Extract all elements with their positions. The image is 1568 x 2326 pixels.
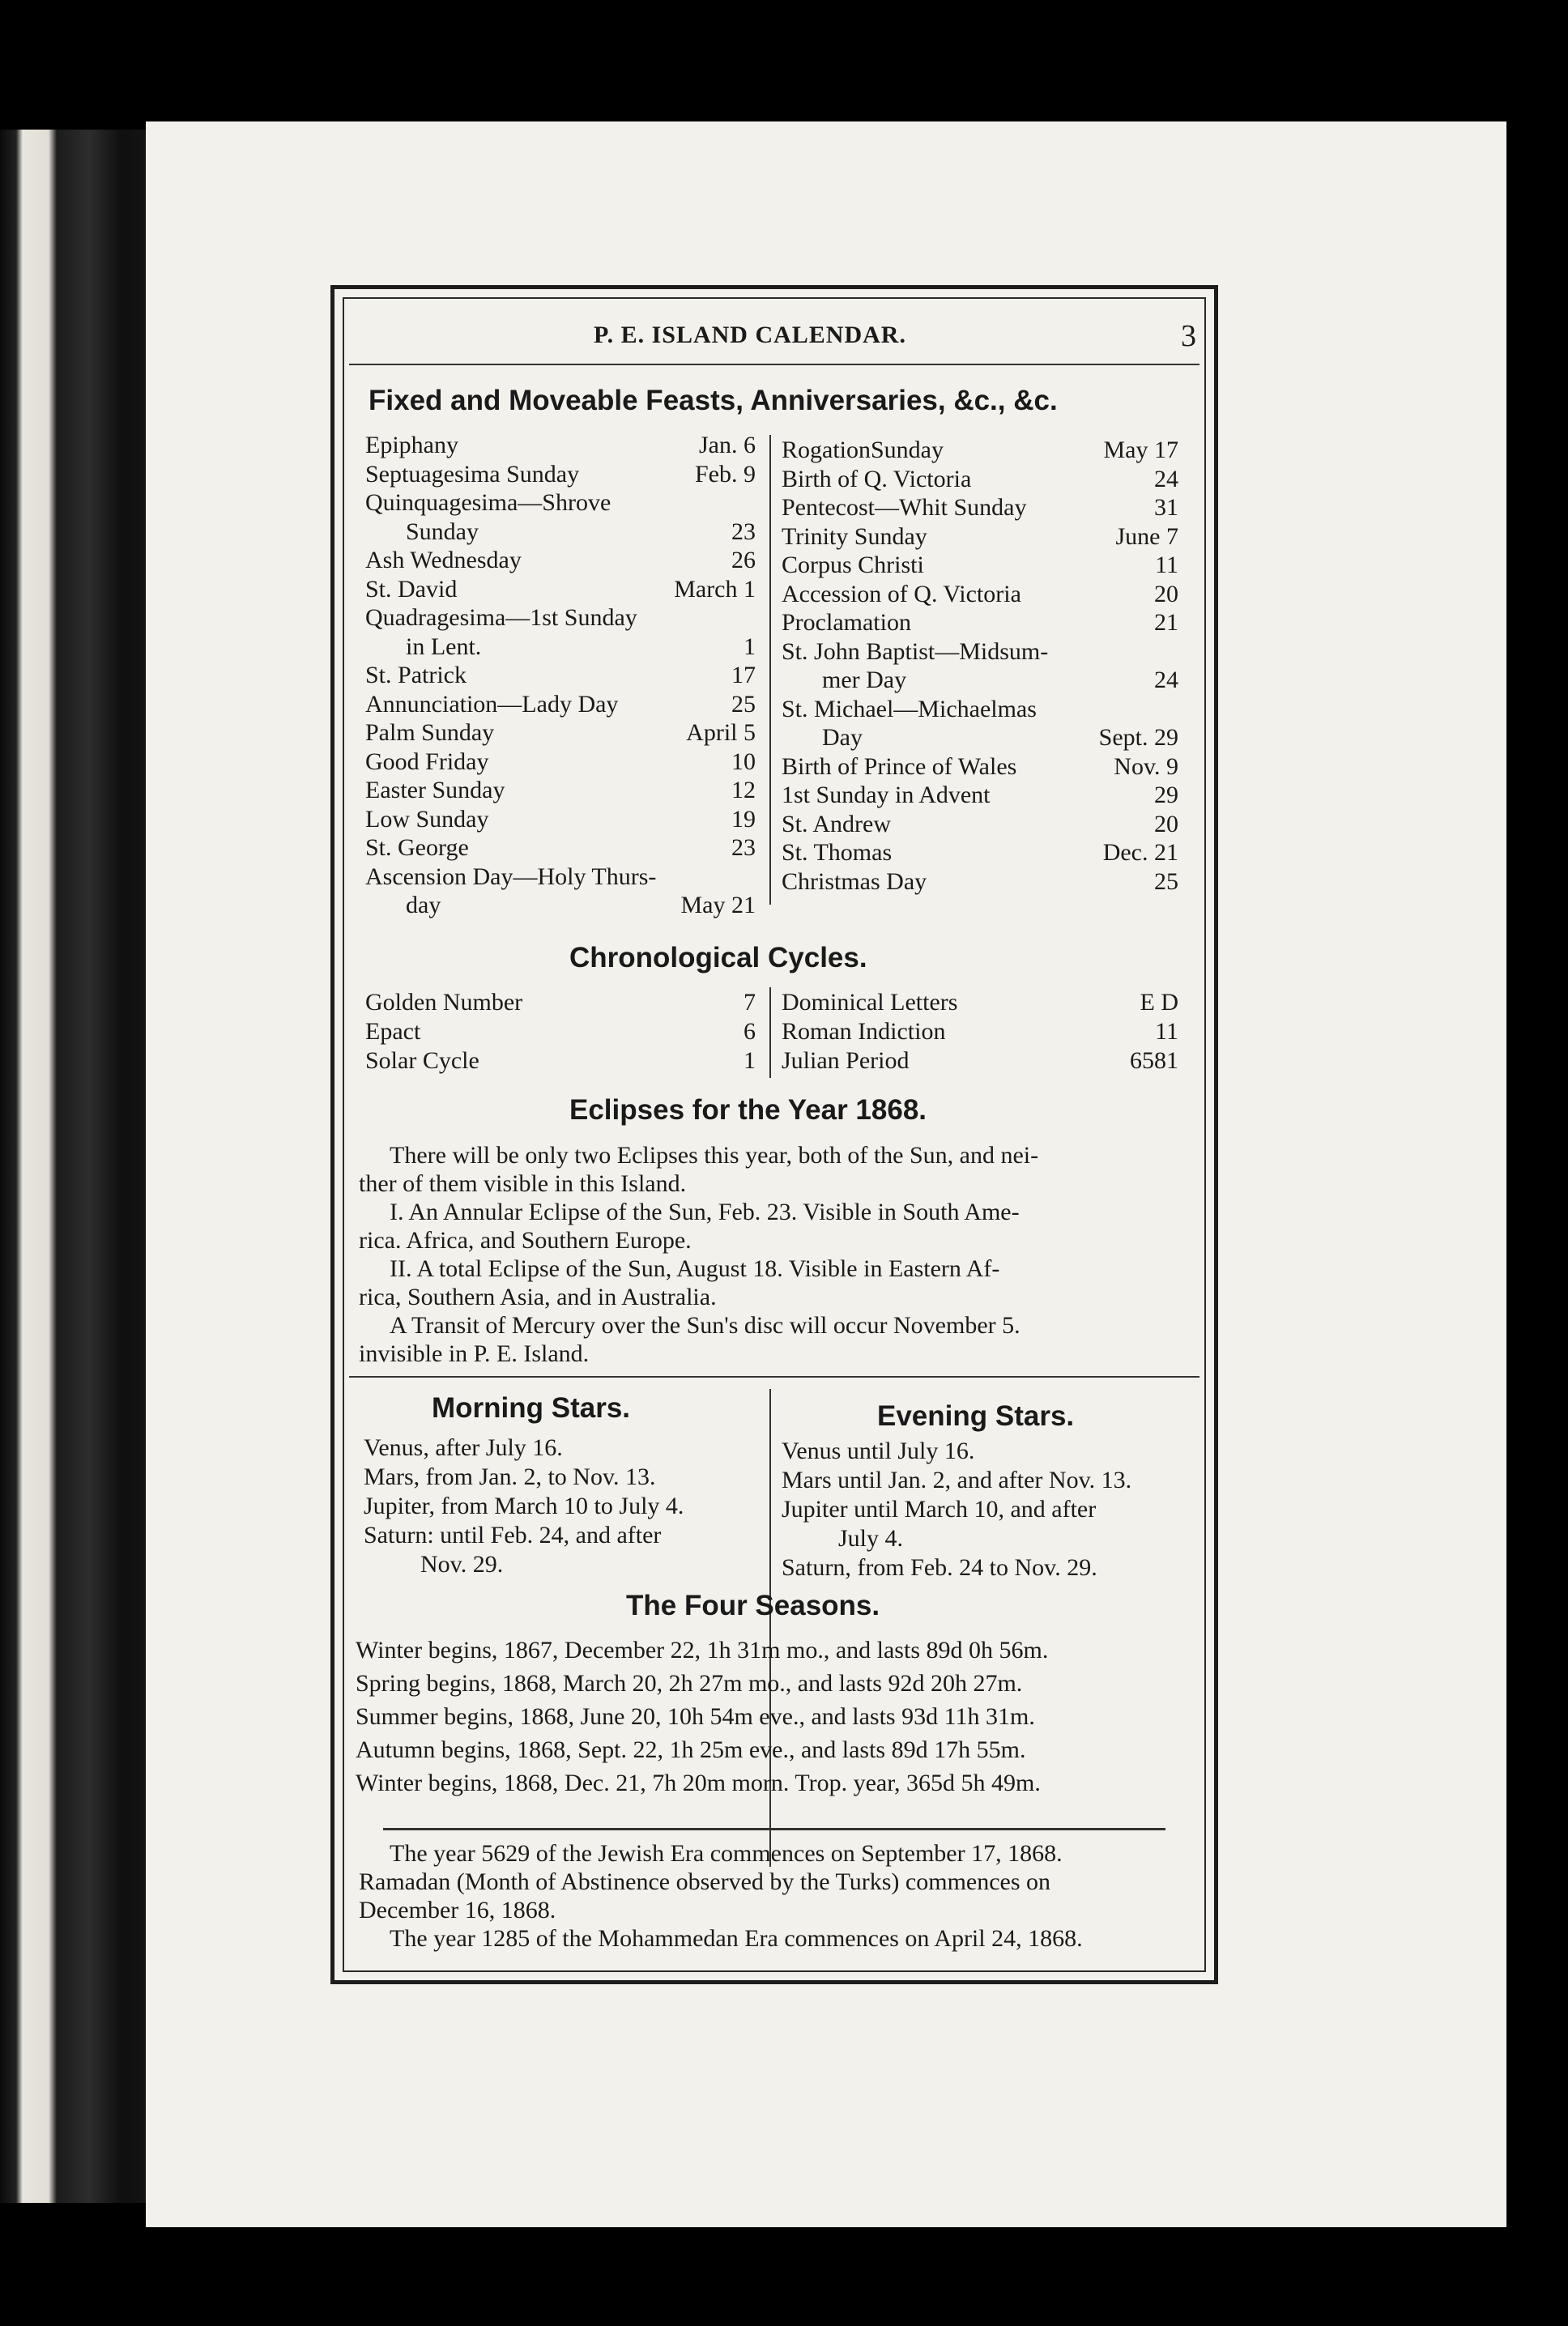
entry-value: 1 [744,1047,756,1074]
entry-value: Jan. 6 [699,432,756,458]
entry-label: Day [822,724,863,751]
entry-value: 20 [1154,810,1178,837]
entry-label: St. Patrick [365,662,467,688]
jewish-era: The year 5629 of the Jewish Era commences on September 17, 1868. [390,1840,1063,1867]
ramadan-line-a: Ramadan (Month of Abstinence observed by the Turks) commences on [359,1868,1051,1895]
eclipses-heading: Eclipses for the Year 1868. [569,1094,927,1126]
entry-label: St. John Baptist—Midsum- [782,637,1049,665]
entry-label: in Lent. [406,633,482,660]
text-line: Saturn, from Feb. 24 to Nov. 29. [782,1554,1097,1581]
entry-value: 17 [731,662,756,688]
entry-value: 21 [1154,609,1178,636]
entry-label: day [406,892,441,918]
entry-label: Quinquagesima—Shrove [365,489,611,516]
entry-label: Epiphany [365,432,458,458]
entry-label: Septuagesima Sunday [365,460,580,488]
entry-label: Ash Wednesday [365,547,522,573]
entry-value: April 5 [686,719,756,746]
eclipses-para-4a: A Transit of Mercury over the Sun's disc will occur November 5. [390,1312,1020,1339]
eclipses-text [359,1141,1196,1368]
entry-value: Nov. 9 [1114,752,1178,780]
entry-value: 11 [1155,1018,1178,1045]
entry-label: Annunciation—Lady Day [365,690,619,718]
entry-label: Solar Cycle [365,1047,479,1074]
text-line: Jupiter until March 10, and after [782,1496,1097,1523]
entry-label: mer Day [822,667,907,693]
entry-value: 12 [731,777,756,803]
entry-label: St. Michael—Michaelmas [782,695,1037,722]
text-line: Winter begins, 1868, Dec. 21, 7h 20m morn. Trop. year, 365d 5h 49m. [356,1770,1041,1796]
entry-value: May 21 [680,892,756,918]
entry-label: Easter Sunday [365,777,505,803]
page-header-title: P. E. ISLAND CALENDAR. [594,322,906,348]
seasons-heading: The Four Seasons. [626,1590,880,1621]
entry-label: Dominical Letters [782,989,958,1016]
text-line: Winter begins, 1867, December 22, 1h 31m mo., and lasts 89d 0h 56m. [356,1637,1049,1664]
entry-value: 7 [744,989,756,1016]
text-line: Mars until Jan. 2, and after Nov. 13. [782,1467,1132,1493]
eclipses-para-2b: rica. Africa, and Southern Europe. [359,1227,692,1254]
mohammedan-era: The year 1285 of the Mohammedan Era commences on April 24, 1868. [390,1925,1083,1952]
text-line: Saturn: until Feb. 24, and after [364,1522,662,1549]
entry-value: 24 [1154,465,1178,492]
entry-label: St. George [365,834,469,861]
entry-value: 11 [1155,552,1178,578]
text-line: Summer begins, 1868, June 20, 10h 54m eve., and lasts 93d 11h 31m. [356,1703,1035,1730]
feasts-column-divider [769,435,771,905]
eras-text [359,1839,1196,1953]
entry-label: Palm Sunday [365,719,495,746]
text-line: Venus, after July 16. [364,1434,563,1461]
entry-value: E D [1140,989,1178,1016]
eclipses-para-3b: rica, Southern Asia, and in Australia. [359,1284,717,1310]
entry-label: Pentecost—Whit Sunday [782,494,1027,521]
entry-label: Quadragesima—1st Sunday [365,604,637,631]
entry-label: Good Friday [365,748,489,775]
eclipses-rule [349,1376,1199,1378]
eclipses-para-3a: II. A total Eclipse of the Sun, August 18. Visible in Eastern Af- [390,1255,1000,1282]
calendar-frame [330,285,1218,1984]
eclipses-para-1b: ther of them visible in this Island. [359,1170,687,1197]
entry-label: St. Thomas [782,839,893,866]
entry-value: 25 [1154,867,1178,895]
entry-label: Roman Indiction [782,1018,946,1045]
page-number: 3 [1181,319,1196,353]
entry-value: 19 [731,805,756,833]
entry-value: 20 [1154,580,1178,607]
text-line: Jupiter, from March 10 to July 4. [364,1493,684,1519]
text-line: Spring begins, 1868, March 20, 2h 27m mo., and lasts 92d 20h 27m. [356,1670,1023,1697]
entry-label: Epact [365,1018,421,1045]
feasts-heading: Fixed and Moveable Feasts, Anniversaries, &c., &c. [369,385,1058,416]
book-spine [0,130,154,2203]
entry-value: May 17 [1103,437,1178,463]
entry-value: 6 [744,1018,756,1045]
entry-label: Trinity Sunday [782,522,927,550]
eclipses-para-1a: There will be only two Eclipses this year, both of the Sun, and nei- [390,1142,1039,1169]
eclipses-para-4b: invisible in P. E. Island. [359,1340,590,1367]
entry-label: St. David [365,575,458,603]
entry-value: 10 [731,748,756,775]
entry-label: Low Sunday [365,805,489,833]
entry-label: Julian Period [782,1047,910,1074]
entry-label: Golden Number [365,989,523,1016]
text-line: Venus until July 16. [782,1438,975,1464]
entry-value: Dec. 21 [1102,839,1178,866]
entry-value: 25 [731,690,756,718]
evening-stars-heading: Evening Stars. [877,1400,1075,1432]
entry-label: RogationSunday [782,437,944,463]
entry-value: 26 [731,547,756,573]
eclipses-para-2a: I. An Annular Eclipse of the Sun, Feb. 23. Visible in South Ame- [390,1199,1020,1225]
text-line: Mars, from Jan. 2, to Nov. 13. [364,1463,656,1490]
seasons-rule [383,1828,1165,1830]
text-line: July 4. [838,1525,904,1552]
entry-label: Ascension Day—Holy Thurs- [365,863,657,890]
entry-label: Christmas Day [782,867,927,895]
header-rule [349,364,1199,365]
entry-label: Sunday [406,518,479,545]
entry-label: St. Andrew [782,810,891,837]
morning-stars-heading: Morning Stars. [432,1392,631,1424]
entry-label: Accession of Q. Victoria [782,580,1021,607]
cycles-heading: Chronological Cycles. [569,942,867,973]
entry-value: Sept. 29 [1098,724,1178,751]
ramadan-line-b: December 16, 1868. [359,1897,556,1923]
text-line: Nov. 29. [420,1551,504,1578]
entry-value: March 1 [674,575,756,603]
entry-value: 6581 [1130,1047,1178,1074]
entry-label: Birth of Q. Victoria [782,465,972,492]
entry-value: June 7 [1115,522,1178,550]
entry-label: Birth of Prince of Wales [782,752,1017,780]
entry-label: Proclamation [782,609,911,636]
entry-value: 24 [1154,667,1178,693]
text-line: Autumn begins, 1868, Sept. 22, 1h 25m eve., and lasts 89d 17h 55m. [356,1736,1026,1763]
entry-value: 31 [1154,494,1178,521]
entry-value: 23 [731,518,756,545]
entry-label: Corpus Christi [782,552,924,578]
entry-label: 1st Sunday in Advent [782,782,991,808]
entry-value: 23 [731,834,756,861]
entry-value: 1 [744,633,756,660]
entry-value: 29 [1154,782,1178,808]
cycles-column-divider [769,987,771,1078]
entry-value: Feb. 9 [695,460,756,488]
